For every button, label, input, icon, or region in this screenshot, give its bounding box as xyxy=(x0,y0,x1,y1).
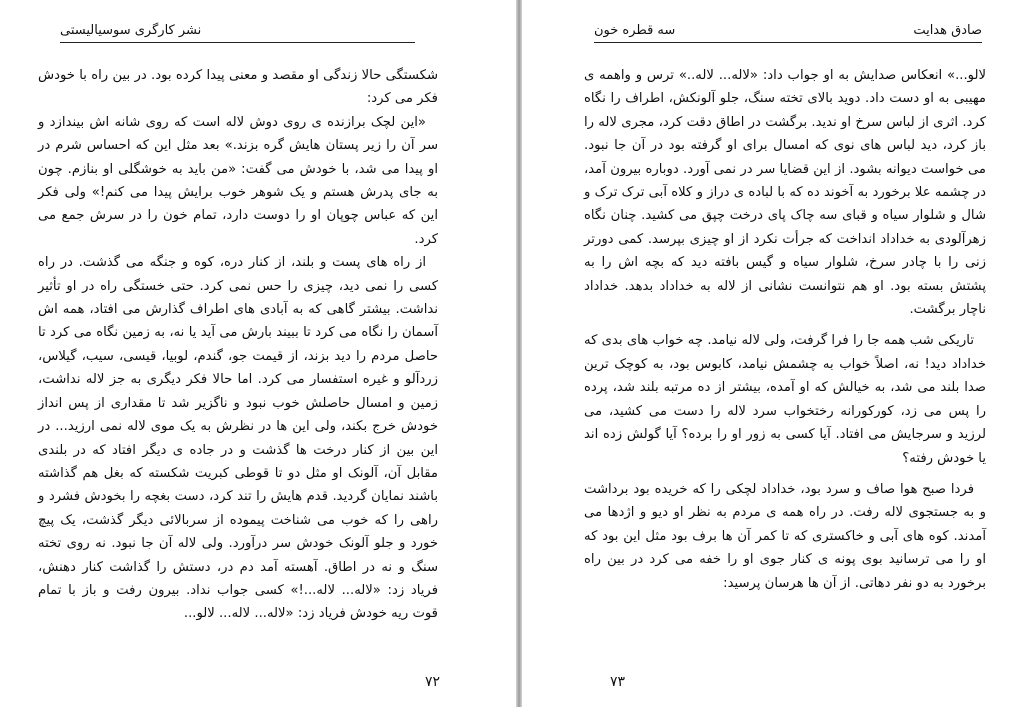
book-title: سه قطره خون xyxy=(594,23,676,38)
left-page-header xyxy=(60,20,415,43)
paragraph: تاریکی شب همه جا را فرا گرفت، ولی لاله نیامد. چه خواب های بدی که خداداد دید! نه، اصلاً خواب به چشمش نیامد، کابوس بود، به کوچک ترین صدا بلند می شد، به خیالش که او آمده، بیشتر از ده مرتبه بلند شد، پرده را پس می زد، کورکورانه رختخواب سرد لاله را دست می کشید، می لرزید و سرجایش می افتاد. آیا کسی به زور او را برده؟ آیا گولش زده اند یا خودش رفته؟ xyxy=(584,333,986,466)
paragraph: «این لچک برازنده ی روی دوش لاله است که روی شانه اش بیندازد و سر آن را زیر پستان هایش گره بزند.» بعد مثل این که احساس شرم در او پیدا می شد، با خودش می گفت: «من باید به خوشگلی او بنازم. چون به جای پدرش هستم و یک شوهر خوب برایش پیدا می کنم!» ولی فکر این که عباس چوپان او را دوست دارد، تمام خون را در سرش جمع می کرد. xyxy=(38,114,438,247)
left-page-body xyxy=(38,64,438,626)
author-name: صادق هدایت xyxy=(913,23,982,38)
publisher-name: نشر کارگری سوسیالیستی xyxy=(60,23,202,38)
paragraph: لالو...» انعکاس صدایش به او جواب داد: «لاله... لاله..» ترس و واهمه ی مهیبی به او دست داد. دوید بالای تخته سنگ، جلو آلونکش، اطراف را نگاه کرد. اثری از لباس سرخ او ندید. برگشت در اطاق دقت کرد، مجری لاله را باز کرد، دید لباس های نوی که امسال برای او گرفته بود در آن جا نبود. می خواست دیوانه بشود. از این قضایا سر در نمی آورد. دوباره بیرون آمد، در چشمه علا برخورد به آخوند ده که با لباده ی دراز و کلاه آبی ترک ترک و شال و شلوار سیاه و قبای سه چاک پای درخت چپق می کشید. چنان نگاه زهرآلودی به خداداد انداخت که جرأت نکرد از او چیزی بپرسد. کمی دورتر زنی را با چادر سرخ، شلوار سیاه و گیس بافته دید که بچه اش را به پشتش بسته بود. او هم نتوانست نشانی از لاله به خداداد بدهد. خداداد ناچار برگشت. xyxy=(584,68,986,318)
right-page xyxy=(522,0,1021,707)
paragraph: شکستگی حالا زندگی او مقصد و معنی پیدا کرده بود. در بین راه با خودش فکر می کرد: xyxy=(38,68,438,107)
right-page-header xyxy=(594,20,982,43)
page-number: ۷۳ xyxy=(610,674,626,690)
paragraph: از راه های پست و بلند، از کنار دره، کوه و جنگه می گذشت. در راه کسی را نمی دید، چیزی را حس نمی کرد. حتی خستگی راه در او تأثیر نداشت. بیشتر گاهی که به آبادی های اطراف گذارش می افتاد، همه اش آسمان را نگاه می کرد تا ببیند بارش می آید یا نه، به زمین نگاه می کرد تا حاصل مردم را دید بزند، از قیمت جو، گندم، لوبیا، قیسی، سیب، گیلاس، زردآلو و غیره استفسار می کرد. اما حالا فکر دیگری به جز لاله نداشت، زمین و امسال حاصلش خوب نبود و ناگزیر شد تا مقداری از پس انداز خودش خرج بکند، ولی این ها در نظرش به یک موی لاله نمی ارزید... در این بین از کنار درخت ها گذشت و در جاده ی دیگر افتاد که در بلندی مقابل آن، آلونک او مثل دو تا قوطی کبریت شکسته که بغل هم گذاشته باشند نمایان گردید. قدم هایش را تند کرد، دست بغچه را بخودش فشرد و راهی را که خوب می شناخت پیموده از سربالائی دیگر گذشت، یک پیچ خورد و جلو آلونک خودش سر درآورد. ولی لاله آن جا نبود. نه روی تخته سنگ و نه در اطاق. آهسته آمد دم در، دستش را گذاشت کنار دهنش، فریاد زد: «لاله... لاله...!» کسی جواب نداد. بیرون رفت و باز با تمام قوت ریه خودش فریاد زد: «لاله... لاله... لالو... xyxy=(38,255,438,622)
paragraph: فردا صبح هوا صاف و سرد بود، خداداد لچکی را که خریده بود برداشت و به جستجوی لاله رفت. در راه همه ی مردم به نظر او دیو و اژدها می آمدند. کوه های آبی و خاکستری که تا کمر آن ها برف بود مثل این بود که او را می ترسانید بوی پونه ی کنار جوی او را خفه می کرد در بین راه برخورد به دو نفر دهاتی. از آن ها هرسان پرسید: xyxy=(584,481,986,591)
page-number: ۷۲ xyxy=(425,674,441,690)
right-page-body xyxy=(584,64,986,595)
